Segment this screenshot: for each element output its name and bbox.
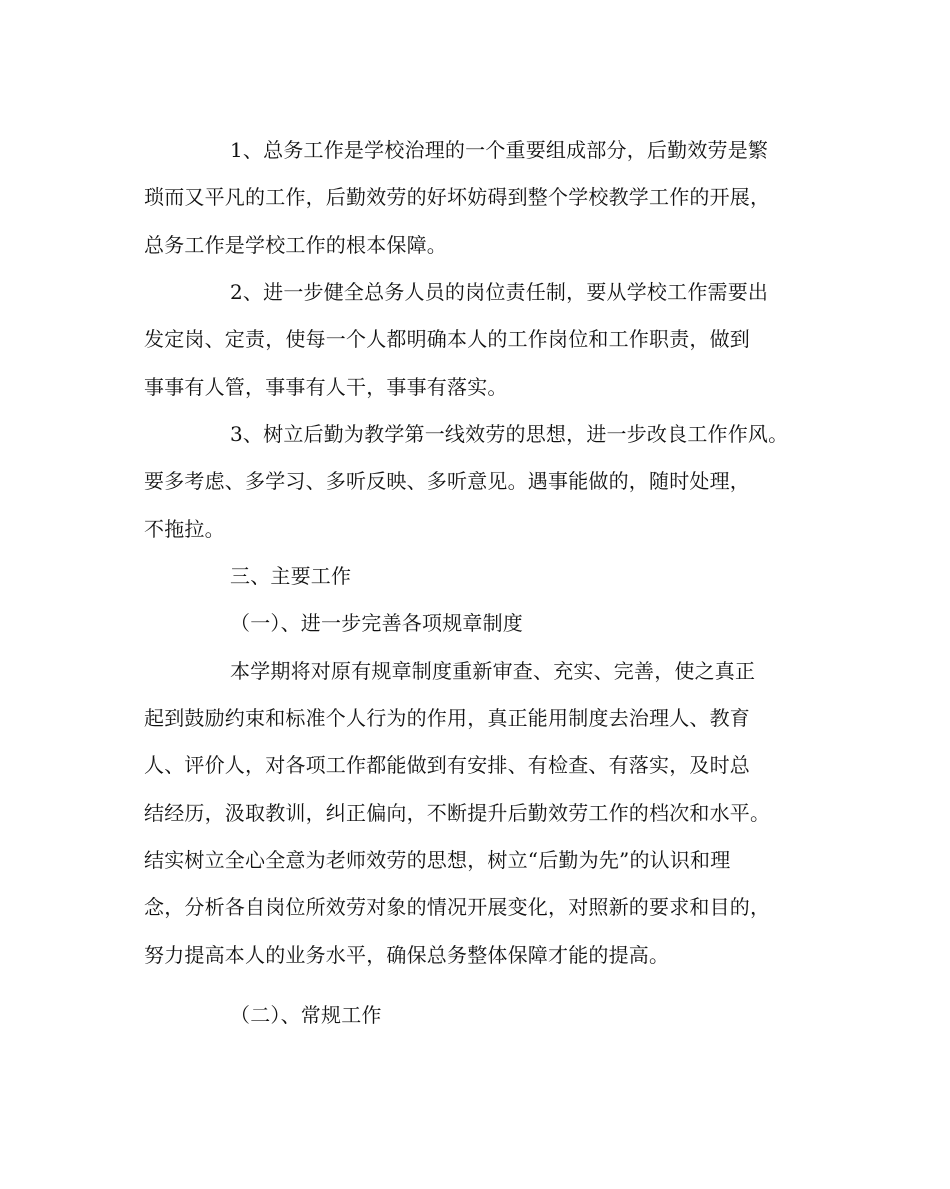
subsection-heading-2: （二）、常规工作: [230, 1003, 382, 1027]
para3-line3: 不拖拉。: [144, 517, 225, 541]
para1-line2: 琐而又平凡的工作，后勤效劳的好坏妨碍到整个学校教学工作的开展，: [144, 185, 771, 209]
para4-line3: 人、评价人，对各项工作都能做到有安排、有检查、有落实，及时总: [144, 753, 750, 777]
para2-line2: 发定岗、定责，使每一个人都明确本人的工作岗位和工作职责，做到: [144, 327, 750, 351]
para4-line2: 起到鼓励约束和标准个人行为的作用，真正能用制度去治理人、教育: [144, 706, 750, 730]
section-heading: 三、主要工作: [230, 564, 352, 588]
para4-line7: 努力提高本人的业务水平，确保总务整体保障才能的提高。: [144, 943, 670, 967]
para4-line4: 结经历，汲取教训，纠正偏向，不断提升后勤效劳工作的档次和水平。: [144, 801, 771, 825]
para2-line1: 2、进一步健全总务人员的岗位责任制，要从学校工作需要出: [230, 280, 769, 304]
para1-line1: 1、总务工作是学校治理的一个重要组成部分，后勤效劳是繁: [230, 138, 769, 162]
para3-line2: 要多考虑、多学习、多听反映、多听意见。遇事能做的，随时处理，: [144, 469, 750, 493]
para2-line3: 事事有人管，事事有人干，事事有落实。: [144, 375, 508, 399]
para4-line5: 结实树立全心全意为老师效劳的思想，树立“后勤为先”的认识和理: [144, 848, 731, 872]
para4-line6: 念，分析各自岗位所效劳对象的情况开展变化，对照新的要求和目的，: [144, 895, 771, 919]
para4-line1: 本学期将对原有规章制度重新审查、充实、完善，使之真正: [230, 659, 756, 683]
para1-line3: 总务工作是学校工作的根本保障。: [144, 233, 447, 257]
para3-line1: 3、树立后勤为教学第一线效劳的思想，进一步改良工作作风。: [230, 422, 789, 446]
subsection-heading-1: （一）、进一步完善各项规章制度: [230, 611, 523, 635]
